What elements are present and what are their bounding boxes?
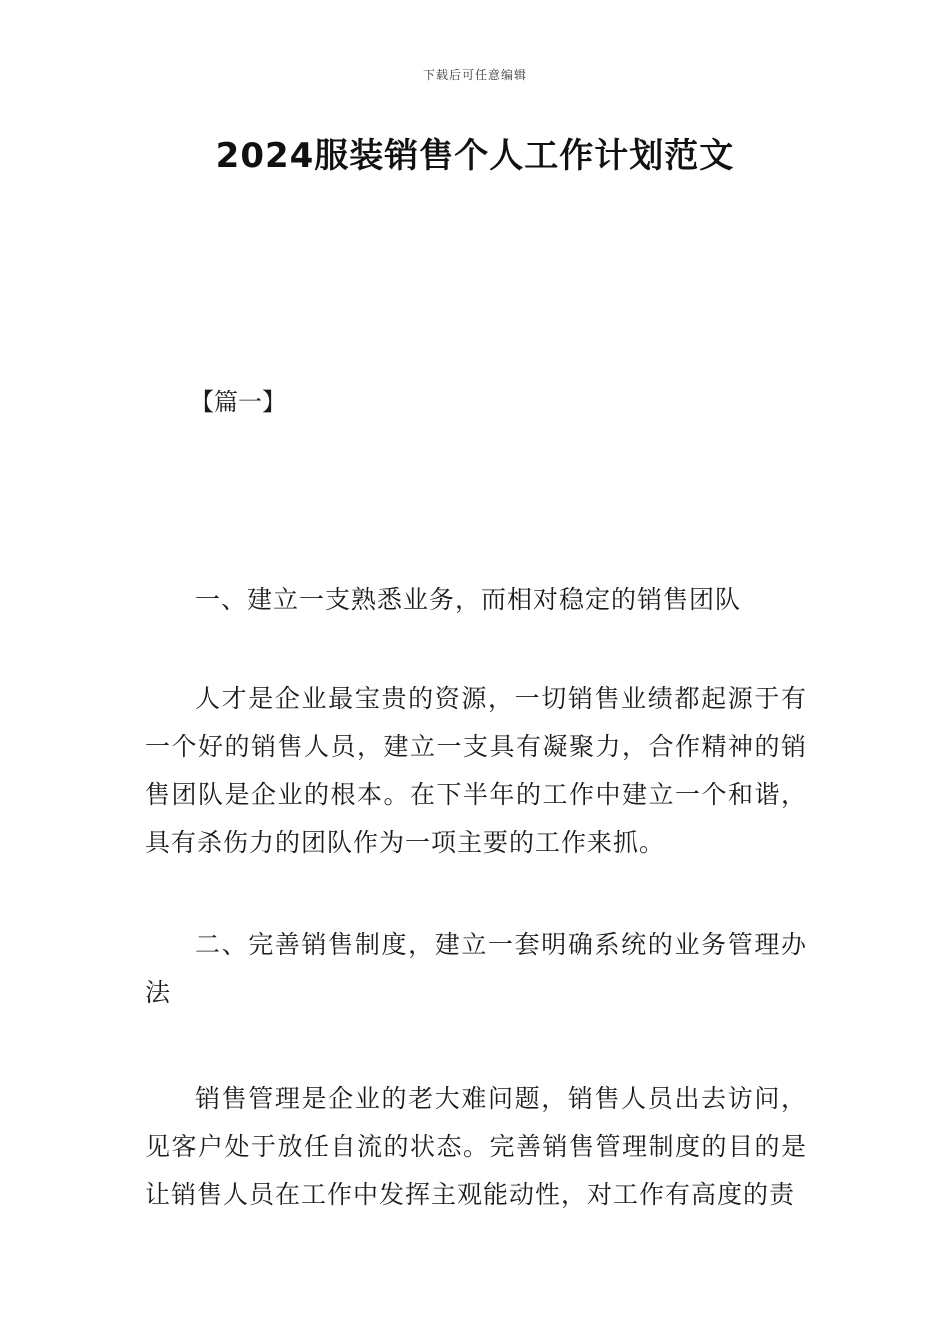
header-note: 下载后可任意编辑 bbox=[422, 68, 527, 82]
document-title: 2024服装销售个人工作计划范文 bbox=[215, 136, 735, 176]
section-heading-2: 二、完善销售制度，建立一套明确系统的业务管理办法 bbox=[145, 930, 807, 1007]
section-heading-1: 一、建立一支熟悉业务，而相对稳定的销售团队 bbox=[195, 585, 742, 614]
paragraph-2: 销售管理是企业的老大难问题，销售人员出去访问，见客户处于放任自流的状态。完善销售管理制度的目的是让销售人员在工作中发挥主观能动性，对工作有高度的责 bbox=[145, 1084, 807, 1209]
paragraph-1: 人才是企业最宝贵的资源，一切销售业绩都起源于有一个好的销售人员，建立一支具有凝聚力，合作精神的销售团队是企业的根本。在下半年的工作中建立一个和谐，具有杀伤力的团队作为一项主要的工作来抓。 bbox=[145, 684, 807, 857]
section-tag: 【篇一】 bbox=[190, 388, 286, 416]
